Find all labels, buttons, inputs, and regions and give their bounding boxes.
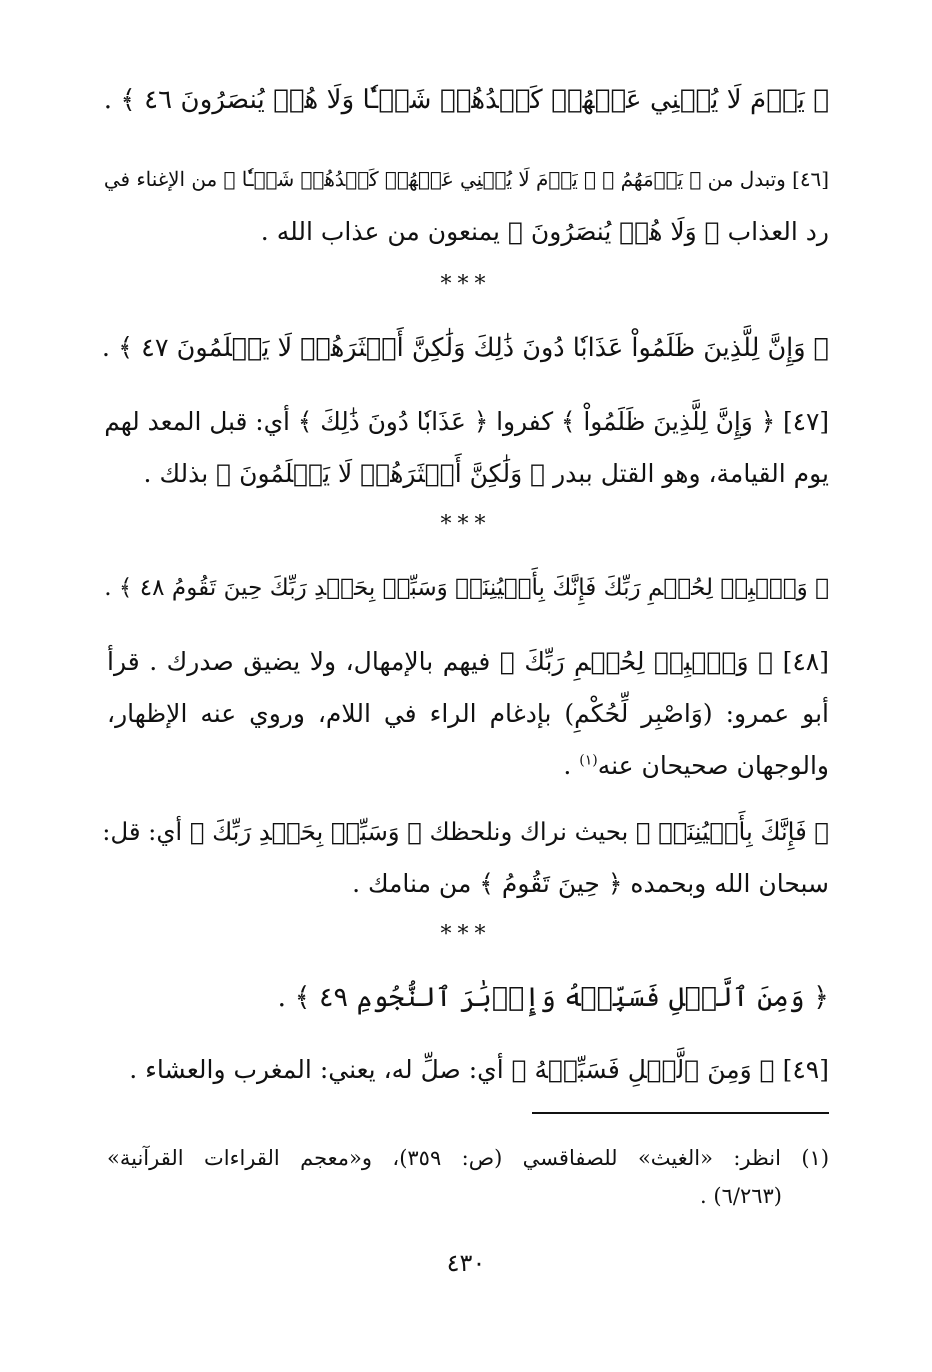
footnote-line-2: (٦/٢٦٣) .: [700, 1184, 782, 1208]
section-separator: ***: [440, 922, 492, 947]
footnote-divider: [532, 1112, 829, 1114]
verse-49: ﴿ وَمِنَ ٱلَّيۡلِ فَسَبِّحۡهُ وَإِدۡبَٰرَ ٱلنُّجُومِ ٤٩ ﴾ .: [277, 982, 829, 1013]
commentary-46-line-2: رد العذاب ﴿ وَلَا هُمۡ يُنصَرُونَ ﴾ يمنعون من عذاب الله .: [260, 217, 829, 246]
commentary-48b-line-2: سبحان الله وبحمده ﴿ حِينَ تَقُومُ ﴾ من منامك .: [352, 869, 829, 898]
commentary-47-line-1: [٤٧] ﴿ وَإِنَّ لِلَّذِينَ ظَلَمُواْ ﴾ كفروا ﴿ عَذَابٗا دُونَ ذَٰلِكَ ﴾ أي: قبل المعد لهم: [104, 407, 829, 436]
commentary-48-line-3: [563, 746, 829, 786]
commentary-48-line-2: أبو عمرو: (وَاصْبِر لِّحُكْمِ) بإدغام الراء في اللام، وروي عنه الإظهار،: [107, 699, 829, 728]
commentary-48-line-3-text: والوجهان صحيحان عنه: [597, 751, 829, 780]
commentary-48-line-3-end: .: [563, 751, 580, 780]
commentary-48b-line-1: ﴿ فَإِنَّكَ بِأَعۡيُنِنَاۖ ﴾ بحيث نراك ونلحظك ﴿ وَسَبِّحۡ بِحَمۡدِ رَبِّكَ ﴾ أي: قل:: [102, 817, 829, 846]
verse-47: ﴿ وَإِنَّ لِلَّذِينَ ظَلَمُواْ عَذَابٗا دُونَ ذَٰلِكَ وَلَٰكِنَّ أَكۡثَرَهُمۡ لَا يَعۡلَمُونَ ٤٧ ﴾ .: [101, 333, 829, 363]
commentary-47-line-2: يوم القيامة، وهو القتل ببدر ﴿ وَلَٰكِنَّ أَكۡثَرَهُمۡ لَا يَعۡلَمُونَ ﴾ بذلك .: [143, 459, 829, 488]
commentary-48-line-1: [٤٨] ﴿ وَٱصۡبِرۡ لِحُكۡمِ رَبِّكَ ﴾ فيهم بالإمهال، ولا يضيق صدرك . قرأ: [107, 647, 829, 676]
verse-48: ﴿ وَٱصۡبِرۡ لِحُكۡمِ رَبِّكَ فَإِنَّكَ بِأَعۡيُنِنَاۖ وَسَبِّحۡ بِحَمۡدِ رَبِّكَ حِينَ تَقُومُ ٤٨ ﴾ .: [104, 575, 829, 601]
commentary-46-line-1: [٤٦] وتبدل من ﴿ يَوۡمَهُمُ ﴾ ﴿ يَوۡمَ لَا يُغۡنِي عَنۡهُمۡ كَيۡدُهُمۡ شَيۡـٔٗا ﴾ من الإغناء في: [103, 168, 829, 191]
page-number: ٤٣٠: [446, 1249, 486, 1277]
section-separator: ***: [440, 512, 492, 537]
footnote-reference: (١): [579, 752, 598, 769]
footnote-line-1: (١) انظر: «الغيث» للصفاقسي (ص: ٣٥٩)، و«معجم القراءات القرآنية»: [107, 1146, 830, 1170]
commentary-49-line-1: [٤٩] ﴿ وَمِنَ ٱلَّيۡلِ فَسَبِّحۡهُ ﴾ أي: صلِّ له، يعني: المغرب والعشاء .: [129, 1055, 829, 1084]
section-separator: ***: [440, 272, 492, 297]
verse-46: ﴿ يَوۡمَ لَا يُغۡنِي عَنۡهُمۡ كَيۡدُهُمۡ شَيۡـٔٗا وَلَا هُمۡ يُنصَرُونَ ٤٦ ﴾ .: [103, 85, 829, 115]
